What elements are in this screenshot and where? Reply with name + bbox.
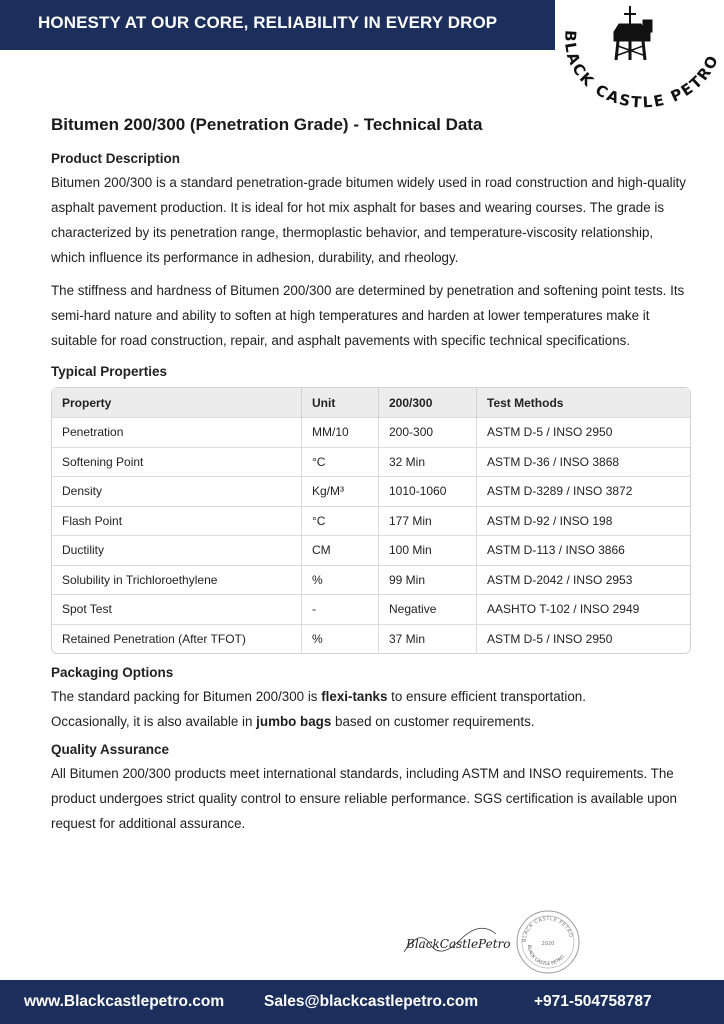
banner-slogan: HONESTY AT OUR CORE, RELIABILITY IN EVERY DROP xyxy=(38,13,498,32)
packaging-paragraph xyxy=(51,684,691,734)
flexi-tanks-text: flexi-tanks xyxy=(321,689,388,704)
test-method-cell: ASTM D-92 / INSO 198 xyxy=(477,506,691,536)
test-method-cell: ASTM D-113 / INSO 3866 xyxy=(477,536,691,566)
column-header: Property xyxy=(52,388,302,418)
value-cell: 100 Min xyxy=(379,536,477,566)
description-paragraph-2: The stiffness and hardness of Bitumen 200/300 are determined by penetration and softening point tests. Its semi-hard nature and ability to soften at high temperatures and harden at lower temperatures make it suitable for road construction, repair, and asphalt pavements with specific technical specifications. xyxy=(51,283,685,348)
table-row xyxy=(52,595,690,625)
phone-number[interactable]: +971-504758787 xyxy=(534,993,652,1010)
packaging-text: to ensure efficient transportation. xyxy=(387,689,586,704)
document-body xyxy=(51,148,691,836)
value-cell: Negative xyxy=(379,595,477,625)
test-method-cell: ASTM D-36 / INSO 3868 xyxy=(477,447,691,477)
column-header: Test Methods xyxy=(477,388,691,418)
column-header: Unit xyxy=(302,388,379,418)
signature-text: BlackCastlePetro xyxy=(406,937,511,951)
black-castle-petro-logo xyxy=(548,0,724,108)
signature xyxy=(400,918,511,962)
page-title: Bitumen 200/300 (Penetration Grade) - Technical Data xyxy=(51,115,483,134)
value-cell: 37 Min xyxy=(379,624,477,653)
product-description-heading: Product Description xyxy=(51,151,181,166)
table-row xyxy=(52,418,690,448)
packaging-text: based on customer requirements. xyxy=(331,714,535,729)
quality-paragraph: All Bitumen 200/300 products meet international standards, including ASTM and INSO requirements. The product undergoes strict quality control to ensure reliable performance. SGS certification is available upon request for additional assurance. xyxy=(51,766,677,831)
footer-bar xyxy=(0,980,724,1024)
packaging-text: The standard packing for Bitumen 200/300 is xyxy=(51,689,322,704)
property-cell: Spot Test xyxy=(52,595,302,625)
value-cell: 1010-1060 xyxy=(379,477,477,507)
unit-cell: °C xyxy=(302,506,379,536)
jumbo-bags-text: jumbo bags xyxy=(256,714,332,729)
test-method-cell: ASTM D-2042 / INSO 2953 xyxy=(477,565,691,595)
oil-rig-icon xyxy=(614,6,652,60)
table-row xyxy=(52,565,690,595)
packaging-options-heading: Packaging Options xyxy=(51,665,174,680)
value-cell: 99 Min xyxy=(379,565,477,595)
unit-cell: MM/10 xyxy=(302,418,379,448)
logo-text: BLACK CASTLE PETRO xyxy=(560,29,723,108)
value-cell: 32 Min xyxy=(379,447,477,477)
unit-cell: % xyxy=(302,565,379,595)
top-banner xyxy=(0,0,555,50)
test-method-cell: ASTM D-5 / INSO 2950 xyxy=(477,624,691,653)
unit-cell: - xyxy=(302,595,379,625)
column-header: 200/300 xyxy=(379,388,477,418)
property-cell: Density xyxy=(52,477,302,507)
table-row xyxy=(52,447,690,477)
packaging-text: Occasionally, it is also available in xyxy=(51,714,257,729)
test-method-cell: ASTM D-5 / INSO 2950 xyxy=(477,418,691,448)
company-seal xyxy=(515,909,581,975)
property-cell: Ductility xyxy=(52,536,302,566)
unit-cell: CM xyxy=(302,536,379,566)
property-cell: Flash Point xyxy=(52,506,302,536)
properties-table xyxy=(51,387,691,654)
seal-bottom-text: BLACK CASTLE PETRO xyxy=(525,944,566,968)
table-row xyxy=(52,506,690,536)
property-cell: Solubility in Trichloroethylene xyxy=(52,565,302,595)
typical-properties-heading: Typical Properties xyxy=(51,364,168,379)
website-link[interactable]: www.Blackcastlepetro.com xyxy=(24,993,225,1010)
unit-cell: Kg/M³ xyxy=(302,477,379,507)
unit-cell: % xyxy=(302,624,379,653)
table-row xyxy=(52,477,690,507)
test-method-cell: ASTM D-3289 / INSO 3872 xyxy=(477,477,691,507)
property-cell: Retained Penetration (After TFOT) xyxy=(52,624,302,653)
value-cell: 200-300 xyxy=(379,418,477,448)
email-link[interactable]: Sales@blackcastlepetro.com xyxy=(264,993,479,1010)
property-cell: Softening Point xyxy=(52,447,302,477)
seal-year: 2020 xyxy=(541,941,555,947)
table-row xyxy=(52,536,690,566)
table-row xyxy=(52,624,690,653)
value-cell: 177 Min xyxy=(379,506,477,536)
seal-top-text: BLACK CASTLE PETRO xyxy=(521,915,574,943)
unit-cell: °C xyxy=(302,447,379,477)
test-method-cell: AASHTO T-102 / INSO 2949 xyxy=(477,595,691,625)
table-header-row xyxy=(52,388,690,418)
quality-assurance-heading: Quality Assurance xyxy=(51,742,170,757)
description-paragraph-1: Bitumen 200/300 is a standard penetration-grade bitumen widely used in road construction and high-quality asphalt pavement production. It is ideal for hot mix asphalt for bases and wearing courses. The grade is characterized by its penetration range, thermoplastic behavior, and temperature-viscosity relationship, which influence its performance in adhesion, durability, and rheology. xyxy=(51,175,686,265)
property-cell: Penetration xyxy=(52,418,302,448)
